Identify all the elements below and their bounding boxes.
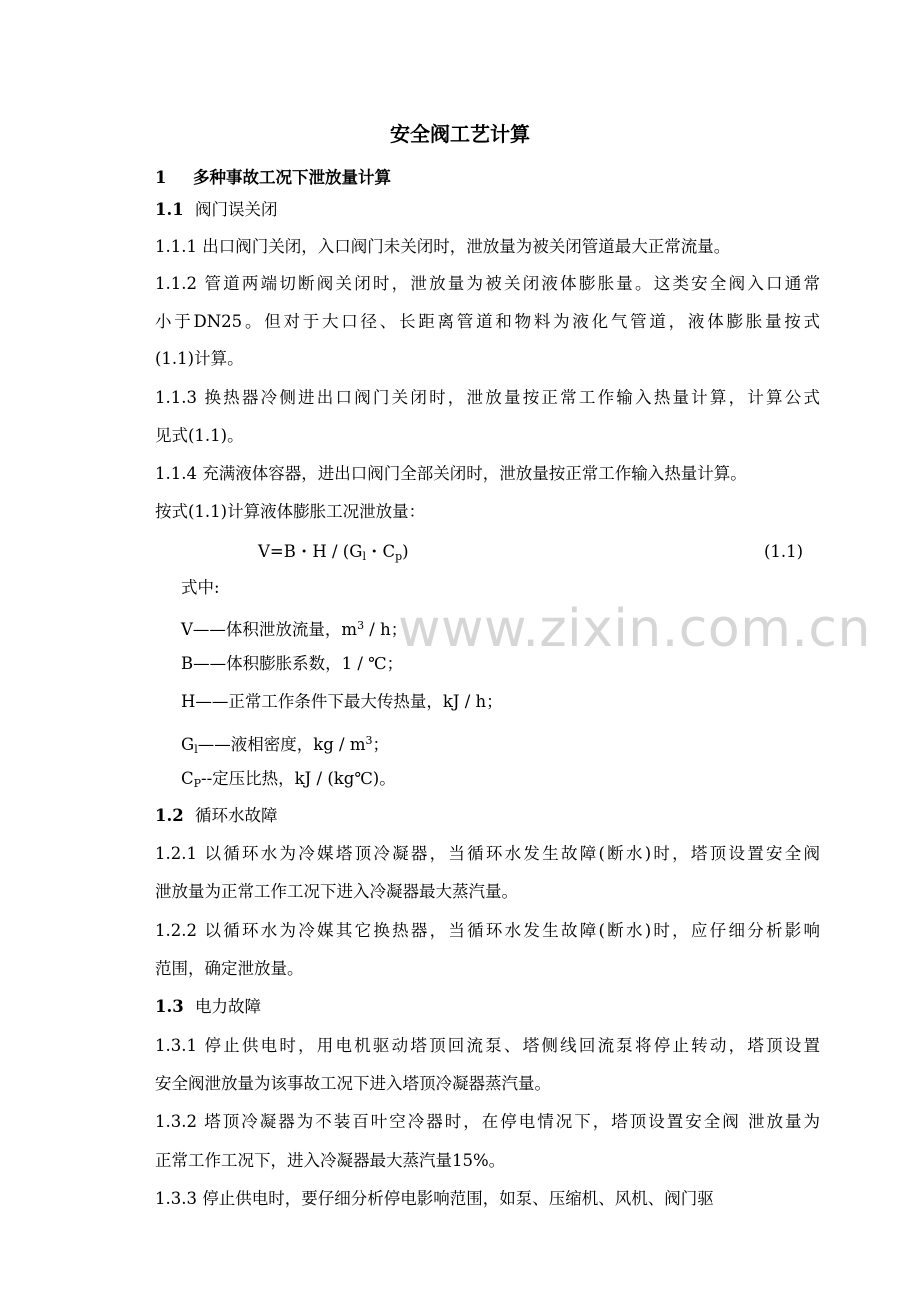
definition-text: ——液相密度，kg / m — [197, 735, 366, 754]
paragraph-line: 正常工作工况下，进入冷凝器最大蒸汽量15%。 — [155, 1151, 506, 1170]
definition-text: ； — [372, 735, 389, 754]
definition-text: / h； — [364, 620, 408, 639]
section-number: 1 — [155, 168, 167, 187]
superscript: 3 — [365, 734, 373, 747]
definition-h: H——正常工作条件下最大传热量，kJ / h； — [181, 692, 503, 711]
watermark: www.zixin.com.cn — [398, 599, 871, 659]
definition-text: G — [181, 735, 195, 754]
paragraph-line: 安全阀泄放量为该事故工况下进入塔顶冷凝器蒸汽量。 — [155, 1074, 551, 1093]
paragraph-line: 按式(1.1)计算液体膨胀工况泄放量： — [155, 502, 426, 521]
definition-text: C — [181, 769, 194, 788]
formula-subscript: l — [362, 550, 366, 563]
subsection-number: 1.2 — [155, 806, 184, 825]
subsection-number: 1.1 — [155, 200, 184, 219]
page-title: 安全阀工艺计算 — [390, 122, 530, 146]
where-label: 式中: — [181, 578, 220, 597]
paragraph-line: 小于DN25。但对于大口径、长距离管道和物料为液化气管道，液体膨胀量按式 — [155, 312, 820, 331]
superscript: 3 — [357, 619, 365, 632]
paragraph-line: 见式(1.1)。 — [155, 426, 244, 445]
definition-c — [181, 766, 846, 797]
section-heading-1 — [155, 165, 820, 191]
definition-b: B——体积膨胀系数，1 / ℃； — [181, 654, 404, 673]
paragraph-line: 1.3.1 停止供电时，用电机驱动塔顶回流泵、塔侧线回流泵将停止转动，塔顶设置 — [155, 1036, 820, 1055]
subsection-title: 循环水故障 — [195, 806, 278, 825]
formula-text: ・C — [365, 542, 396, 561]
equation-number: (1.1) — [764, 542, 804, 561]
subsection-heading-1-2 — [155, 803, 820, 829]
formula-text: ) — [402, 542, 409, 561]
subsection-title: 阀门误关闭 — [195, 200, 278, 219]
paragraph-line: 1.1.1 出口阀门关闭，入口阀门未关闭时，泄放量为被关闭管道最大正常流量。 — [155, 237, 731, 256]
subsection-number: 1.3 — [155, 997, 184, 1016]
subsection-heading-1-1 — [155, 197, 820, 223]
paragraph-line: 泄放量为正常工作工况下进入冷凝器最大蒸汽量。 — [155, 882, 518, 901]
definition-text: V——体积泄放流量，m — [181, 620, 358, 639]
subsection-heading-1-3 — [155, 994, 820, 1020]
paragraph-line: 1.1.2 管道两端切断阀关闭时，泄放量为被关闭液体膨胀量。这类安全阀入口通常 — [155, 274, 820, 293]
formula-subscript: p — [395, 550, 403, 563]
formula-text: V=B・H / (G — [258, 542, 363, 561]
paragraph-line: 1.2.2 以循环水为冷媒其它换热器，当循环水发生故障(断水)时，应仔细分析影响 — [155, 921, 820, 940]
formula-1-1 — [258, 539, 409, 570]
paragraph-line: 1.3.3 停止供电时，要仔细分析停电影响范围，如泵、压缩机、风机、阀门驱 — [155, 1189, 714, 1208]
paragraph-line: 1.1.4 充满液体容器，进出口阀门全部关闭时，泄放量按正常工作输入热量计算。 — [155, 464, 747, 483]
paragraph-line: 1.2.1 以循环水为冷媒塔顶冷凝器，当循环水发生故障(断水)时，塔顶设置安全阀 — [155, 844, 820, 863]
subsection-title: 电力故障 — [195, 997, 261, 1016]
subscript: l — [194, 743, 198, 756]
paragraph-line: 范围，确定泄放量。 — [155, 959, 304, 978]
definition-text: --定压比热，kJ / (kg℃)。 — [201, 769, 396, 788]
definition-g — [181, 728, 846, 763]
subscript: P — [193, 777, 202, 790]
paragraph-line: 1.3.2 塔顶冷凝器为不装百叶空冷器时，在停电情况下，塔顶设置安全阀 泄放量为 — [155, 1112, 820, 1131]
paragraph-line: (1.1)计算。 — [155, 349, 244, 368]
paragraph-line: 1.1.3 换热器冷侧进出口阀门关闭时，泄放量按正常工作输入热量计算，计算公式 — [155, 388, 820, 407]
section-title: 多种事故工况下泄放量计算 — [193, 168, 391, 187]
